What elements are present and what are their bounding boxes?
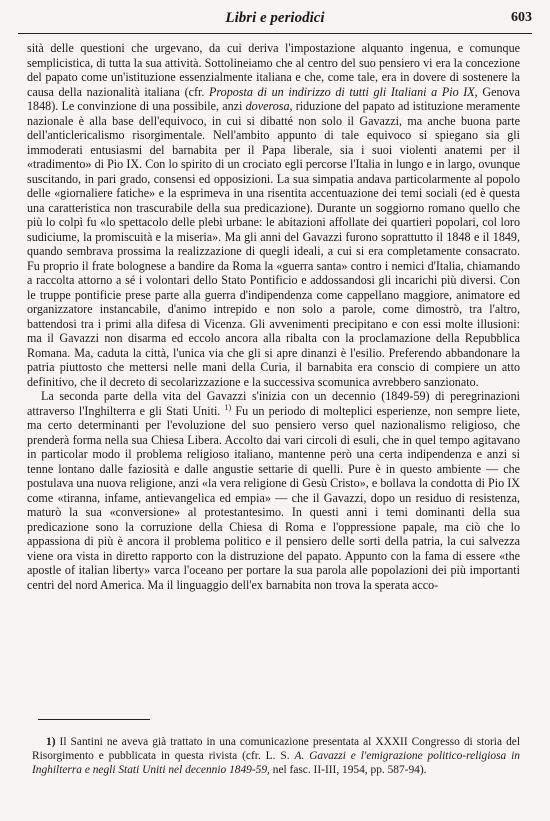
footnote: 1) Il Santini ne aveva già trattato in una comunicazione presentata al XXXII Congresso di storia del Risorgimento e pubblicata in questa rivista (cfr. L. S. A. Gavazzi e l'emigrazione politico-religiosa in Inghilterra e negli Stati Uniti nel decennio 1849-59, nel fasc. II-III, 1954, pp. 587-94). [32,736,520,776]
footnote-reference[interactable]: 1) [224,402,232,412]
footnote-divider [38,719,150,720]
footnote-marker: 1) [46,736,56,748]
header-divider [18,33,532,34]
page-number: 603 [511,10,532,25]
cited-title: Proposta di un indirizzo di tutti gli Italiani a Pio IX, [209,84,478,99]
running-header [18,10,532,32]
section-title: Libri e periodici [225,10,325,26]
footnote-cited-title: A. Gavazzi e l'emigrazione politico-religiosa in Inghilterra e negli Stati Uniti nel decennio 1849-59, [32,750,520,776]
body-text [27,41,520,592]
paragraph-2: La seconda parte della vita del Gavazzi s'inizia con un decennio (1849-59) di peregrinazioni attraverso l'Inghilterra e gli Stati Uniti. $^{1)}$ Fu un periodo di molteplici esperienze, non sempre liete, ma certo determinanti per l'evoluzione del suo pensiero verso quel nazionalismo religioso, che prenderà forma nella sua Chiesa Libera. Accolto dai vari circoli di esuli, che in quel tempo agitavano in particolar modo il problema religioso italiano, mantenne però una certa indipendenza e anzi si tenne lontano dalle faziosità e dalle angustie settarie di quelli. Pure è in questo ambiente — che postulava una nuova religione, anzi «la vera religione di Gesù Cristo», e bollava la condotta di Pio IX come «tiranna, infame, antievangelica ed empia» — che il Gavazzi, dopo un residuo di resistenza, maturò la sua «conversione» al protestantesimo. In questi anni i temi dominanti della sua predicazione sono la corruzione della Chiesa di Roma e l'oppressione papale, ma ciò che lo appassiona di più è ancora il problema politico e il pensiero delle sorti della patria, la cui salvezza viene ora vista in diretto rapporto con la distruzione del papato. Appunto con la fama di essere «the apostle of italian liberty» varca l'oceano per portare la sua parola alle popolazioni dei più importanti centri del nord America. Ma il linguaggio dell'ex barnabita non trova la sperata acco- [27,389,520,592]
paragraph-1: sità delle questioni che urgevano, da cui deriva l'impostazione alquanto ingenua, e comunque semplicistica, di tutta la sua attività. Sottolineiamo che al centro del suo pensiero vi era la concezione del papato come un'istituzione essenzialmente italiana e che, come tale, era in dovere di sostenere la causa della nazionalità italiana (cfr. Proposta di un indirizzo di tutti gli Italiani a Pio IX, Genova 1848). Le convinzione di una possibile, anzi doverosa, riduzione del papato ad istituzione meramente nazionale è alla base dell'equivoco, in cui si dibatté non solo il Gavazzi, ma anche buona parte dell'anticlericalismo risorgimentale. Nell'ambito appunto di tale equivoco si spiegano sia gli immoderati entusiasmi del barnabita per il Papa liberale, sia i suoi violenti anatemi per il «tradimento» di Pio IX. Con lo spirito di un crociato egli percorse l'Italia in lungo e in largo, ovunque suscitando, in pari grado, consensi ed opposizioni. La sua simpatia andava particolarmente al popolo delle «giornaliere fatiche» e la esprimeva in una risentita accentuazione dei temi sociali (ed è questa una caratteristica non trascurabile della sua predicazione). Durante un soggiorno romano quello che più lo colpì fu «lo spettacolo delle plebi urbane: le abitazioni affollate dei quartieri popolari, col loro sudiciume, la promiscuità e la miseria». Ma gli anni del Gavazzi furono soprattutto il 1848 e il 1849, quando sembrava prossima la realizzazione di quegli ideali, a cui si era completamente consacrato. Fu proprio il frate bolognese a bandire da Roma la «guerra santa» contro i nemici d'Italia, chiamando a raccolta attorno a sé i volontari dello Stato Pontificio e addossandosi gli incarichi più diversi. Con le truppe pontificie prese parte alla guerra d'indipendenza come cappellano maggiore, animatore ed organizzatore instancabile, d'animo intrepido e non solo a parole, come dimostrò, tra l'altro, battendosi tra i primi alla difesa di Vicenza. Gli avvenimenti precipitano e con essi molte illusioni: ma il Gavazzi non disarma ed eccolo ancora alla ribalta con la proclamazione della Repubblica Romana. Ma, caduta la città, l'unica via che gli si apre dinanzi è l'esilio. Preferendo abbandonare la patria piuttosto che mettersi nelle mani della Curia, il barnabita era conscio di compiere un atto definitivo, che il decreto di secolarizzazione e la successiva scomunica avrebbero sanzionato. [27,41,520,389]
